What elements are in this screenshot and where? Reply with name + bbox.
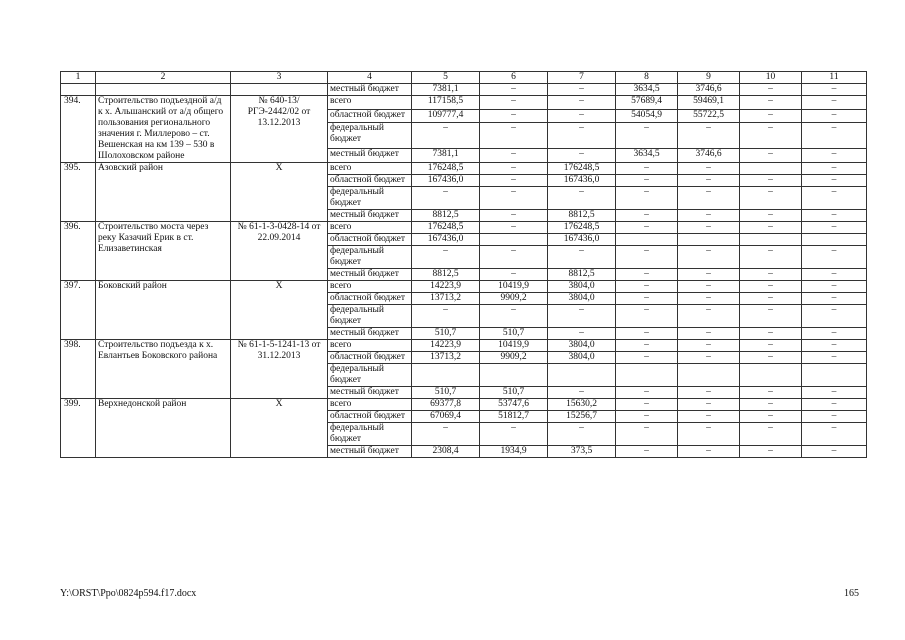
footer-file-path: Y:\ORST\Ppo\0824p594.f17.docx	[60, 588, 197, 599]
budget-table	[60, 71, 867, 458]
amount-cell: –	[678, 281, 740, 293]
column-header: 7	[548, 72, 616, 84]
amount-cell: 13713,2	[412, 293, 480, 305]
funding-source: областной бюджет	[328, 293, 412, 305]
column-header: 3	[231, 72, 328, 84]
amount-cell: –	[480, 96, 548, 110]
amount-cell: 8812,5	[412, 269, 480, 281]
amount-cell: –	[616, 210, 678, 222]
amount-cell: –	[548, 149, 616, 163]
funding-source: областной бюджет	[328, 411, 412, 423]
amount-cell: 53747,6	[480, 399, 548, 411]
amount-cell: –	[802, 187, 867, 210]
funding-source: всего	[328, 163, 412, 175]
column-header: 1	[61, 72, 96, 84]
object-name	[96, 84, 231, 96]
amount-cell: –	[802, 399, 867, 411]
amount-cell: –	[740, 222, 802, 234]
amount-cell: 373,5	[548, 446, 616, 458]
amount-cell: –	[740, 281, 802, 293]
amount-cell: –	[412, 246, 480, 269]
amount-cell: 510,7	[480, 328, 548, 340]
amount-cell: 9909,2	[480, 293, 548, 305]
row-number	[61, 84, 96, 96]
funding-source: областной бюджет	[328, 234, 412, 246]
amount-cell: –	[802, 109, 867, 123]
amount-cell: –	[616, 411, 678, 423]
amount-cell: 3804,0	[548, 340, 616, 352]
amount-cell: –	[412, 123, 480, 149]
funding-source: федеральный бюджет	[328, 305, 412, 328]
amount-cell: –	[678, 399, 740, 411]
document-ref: № 640-13/ РГЭ-2442/02 от 13.12.2013	[231, 96, 328, 163]
amount-cell: –	[740, 96, 802, 110]
amount-cell: 7381,1	[412, 84, 480, 96]
amount-cell: –	[616, 175, 678, 187]
amount-cell: –	[802, 293, 867, 305]
amount-cell: –	[480, 175, 548, 187]
object-name: Азовский район	[96, 163, 231, 222]
page-number: 165	[844, 588, 859, 599]
amount-cell: –	[678, 328, 740, 340]
document-ref: Х	[231, 163, 328, 222]
amount-cell: –	[740, 123, 802, 149]
amount-cell: –	[616, 399, 678, 411]
amount-cell: 167436,0	[412, 234, 480, 246]
amount-cell: 13713,2	[412, 352, 480, 364]
row-number: 399.	[61, 399, 96, 458]
amount-cell: 10419,9	[480, 281, 548, 293]
amount-cell: –	[740, 411, 802, 423]
amount-cell: –	[740, 328, 802, 340]
amount-cell: –	[616, 187, 678, 210]
amount-cell: –	[548, 84, 616, 96]
amount-cell: 176248,5	[548, 163, 616, 175]
amount-cell: –	[548, 387, 616, 399]
column-header: 10	[740, 72, 802, 84]
amount-cell: –	[802, 149, 867, 163]
object-name: Боковский район	[96, 281, 231, 340]
amount-cell: 117158,5	[412, 96, 480, 110]
amount-cell: –	[616, 340, 678, 352]
amount-cell: 69377,8	[412, 399, 480, 411]
funding-source: всего	[328, 222, 412, 234]
amount-cell: –	[616, 293, 678, 305]
amount-cell: –	[480, 109, 548, 123]
funding-source: областной бюджет	[328, 109, 412, 123]
amount-cell: 167436,0	[548, 175, 616, 187]
funding-source: местный бюджет	[328, 84, 412, 96]
document-ref	[231, 84, 328, 96]
table-row	[61, 84, 867, 96]
amount-cell: –	[616, 222, 678, 234]
amount-cell	[678, 364, 740, 387]
funding-source: местный бюджет	[328, 269, 412, 281]
amount-cell: –	[678, 222, 740, 234]
row-number: 395.	[61, 163, 96, 222]
amount-cell: –	[548, 246, 616, 269]
amount-cell: –	[678, 246, 740, 269]
amount-cell: –	[678, 163, 740, 175]
amount-cell: 2308,4	[412, 446, 480, 458]
funding-source: федеральный бюджет	[328, 246, 412, 269]
amount-cell: –	[740, 149, 802, 163]
row-number: 394.	[61, 96, 96, 163]
object-name: Строительство подъезда к х. Евлантьев Боковского района	[96, 340, 231, 399]
amount-cell: –	[678, 175, 740, 187]
amount-cell: –	[802, 352, 867, 364]
amount-cell: –	[480, 269, 548, 281]
amount-cell: –	[802, 123, 867, 149]
amount-cell: –	[740, 352, 802, 364]
amount-cell: –	[802, 210, 867, 222]
table-row	[61, 96, 867, 110]
funding-source: местный бюджет	[328, 149, 412, 163]
amount-cell: 14223,9	[412, 340, 480, 352]
amount-cell: 3804,0	[548, 352, 616, 364]
amount-cell: 3746,6	[678, 149, 740, 163]
amount-cell: –	[802, 175, 867, 187]
table-row	[61, 222, 867, 234]
amount-cell: –	[740, 293, 802, 305]
amount-cell	[616, 234, 678, 246]
amount-cell: –	[616, 246, 678, 269]
amount-cell: –	[802, 423, 867, 446]
amount-cell: –	[480, 187, 548, 210]
amount-cell: 510,7	[480, 387, 548, 399]
amount-cell: –	[802, 387, 867, 399]
funding-source: местный бюджет	[328, 446, 412, 458]
funding-source: всего	[328, 281, 412, 293]
amount-cell: –	[616, 352, 678, 364]
amount-cell: 10419,9	[480, 340, 548, 352]
amount-cell: –	[802, 446, 867, 458]
amount-cell	[740, 364, 802, 387]
amount-cell: 176248,5	[412, 222, 480, 234]
amount-cell: –	[678, 210, 740, 222]
amount-cell: 8812,5	[548, 269, 616, 281]
amount-cell: –	[548, 328, 616, 340]
amount-cell: –	[740, 175, 802, 187]
amount-cell: –	[740, 187, 802, 210]
amount-cell: –	[412, 187, 480, 210]
amount-cell: 176248,5	[548, 222, 616, 234]
amount-cell: –	[802, 96, 867, 110]
amount-cell: 3804,0	[548, 281, 616, 293]
amount-cell	[740, 234, 802, 246]
amount-cell: 14223,9	[412, 281, 480, 293]
column-header: 8	[616, 72, 678, 84]
amount-cell: –	[616, 305, 678, 328]
amount-cell	[480, 234, 548, 246]
amount-cell: –	[678, 352, 740, 364]
amount-cell: –	[616, 328, 678, 340]
amount-cell: –	[802, 84, 867, 96]
amount-cell: –	[412, 423, 480, 446]
row-number: 398.	[61, 340, 96, 399]
amount-cell: –	[616, 269, 678, 281]
amount-cell: 109777,4	[412, 109, 480, 123]
table-row	[61, 281, 867, 293]
amount-cell: –	[412, 305, 480, 328]
amount-cell: –	[548, 109, 616, 123]
amount-cell: 510,7	[412, 387, 480, 399]
amount-cell: 167436,0	[548, 234, 616, 246]
amount-cell	[616, 364, 678, 387]
amount-cell: 15256,7	[548, 411, 616, 423]
amount-cell	[412, 364, 480, 387]
amount-cell: –	[802, 411, 867, 423]
amount-cell: –	[740, 446, 802, 458]
amount-cell: –	[802, 269, 867, 281]
amount-cell: –	[678, 187, 740, 210]
table-row	[61, 163, 867, 175]
amount-cell: –	[678, 411, 740, 423]
funding-source: местный бюджет	[328, 328, 412, 340]
amount-cell: 15630,2	[548, 399, 616, 411]
amount-cell	[802, 364, 867, 387]
funding-source: федеральный бюджет	[328, 187, 412, 210]
amount-cell: –	[616, 123, 678, 149]
amount-cell: 67069,4	[412, 411, 480, 423]
document-ref: Х	[231, 281, 328, 340]
funding-source: федеральный бюджет	[328, 123, 412, 149]
amount-cell: –	[548, 305, 616, 328]
amount-cell: 51812,7	[480, 411, 548, 423]
amount-cell: –	[802, 246, 867, 269]
funding-source: всего	[328, 399, 412, 411]
amount-cell: –	[616, 281, 678, 293]
amount-cell: –	[480, 246, 548, 269]
amount-cell: 510,7	[412, 328, 480, 340]
amount-cell: –	[678, 446, 740, 458]
column-header: 6	[480, 72, 548, 84]
amount-cell: –	[802, 305, 867, 328]
amount-cell: –	[616, 163, 678, 175]
amount-cell: 3634,5	[616, 149, 678, 163]
amount-cell: 59469,1	[678, 96, 740, 110]
amount-cell: –	[740, 269, 802, 281]
amount-cell: –	[740, 210, 802, 222]
amount-cell: –	[678, 423, 740, 446]
amount-cell	[548, 364, 616, 387]
funding-source: всего	[328, 96, 412, 110]
amount-cell: –	[802, 281, 867, 293]
amount-cell: 54054,9	[616, 109, 678, 123]
amount-cell: –	[802, 328, 867, 340]
amount-cell: –	[678, 340, 740, 352]
object-name: Строительство подъездной а/д к х. Альшанский от а/д общего пользования регионального значения г. Миллерово – ст. Вешенская на км 139 – 530 в Шолоховском районе	[96, 96, 231, 163]
amount-cell: –	[740, 399, 802, 411]
amount-cell: 9909,2	[480, 352, 548, 364]
amount-cell: –	[480, 423, 548, 446]
amount-cell: –	[480, 123, 548, 149]
amount-cell: –	[548, 123, 616, 149]
amount-cell: –	[548, 187, 616, 210]
amount-cell: –	[740, 423, 802, 446]
amount-cell	[740, 163, 802, 175]
amount-cell: –	[480, 305, 548, 328]
amount-cell: –	[740, 340, 802, 352]
amount-cell: –	[480, 210, 548, 222]
amount-cell: –	[740, 387, 802, 399]
column-header: 4	[328, 72, 412, 84]
row-number: 397.	[61, 281, 96, 340]
column-header: 9	[678, 72, 740, 84]
funding-source: всего	[328, 340, 412, 352]
column-header: 5	[412, 72, 480, 84]
amount-cell: 8812,5	[548, 210, 616, 222]
column-header: 2	[96, 72, 231, 84]
amount-cell: 176248,5	[412, 163, 480, 175]
table-row	[61, 399, 867, 411]
amount-cell: 7381,1	[412, 149, 480, 163]
document-ref: № 61-1-3-0428-14 от 22.09.2014	[231, 222, 328, 281]
table-body	[61, 84, 867, 458]
amount-cell: 3804,0	[548, 293, 616, 305]
amount-cell: –	[678, 387, 740, 399]
amount-cell: –	[480, 222, 548, 234]
object-name: Верхнедонской район	[96, 399, 231, 458]
document-ref: № 61-1-5-1241-13 от 31.12.2013	[231, 340, 328, 399]
amount-cell: 55722,5	[678, 109, 740, 123]
amount-cell: –	[740, 84, 802, 96]
funding-source: областной бюджет	[328, 352, 412, 364]
amount-cell: –	[740, 109, 802, 123]
amount-cell: –	[678, 305, 740, 328]
table-row	[61, 340, 867, 352]
amount-cell: –	[678, 293, 740, 305]
column-header: 11	[802, 72, 867, 84]
amount-cell	[802, 234, 867, 246]
amount-cell: 1934,9	[480, 446, 548, 458]
amount-cell: –	[480, 84, 548, 96]
funding-source: местный бюджет	[328, 210, 412, 222]
amount-cell: 3746,6	[678, 84, 740, 96]
amount-cell: 167436,0	[412, 175, 480, 187]
object-name: Строительство моста через реку Казачий Ерик в ст. Елизаветинская	[96, 222, 231, 281]
funding-source: федеральный бюджет	[328, 364, 412, 387]
funding-source: федеральный бюджет	[328, 423, 412, 446]
amount-cell: –	[548, 96, 616, 110]
funding-source: областной бюджет	[328, 175, 412, 187]
amount-cell: –	[616, 446, 678, 458]
amount-cell: –	[802, 163, 867, 175]
amount-cell: –	[802, 222, 867, 234]
amount-cell: 3634,5	[616, 84, 678, 96]
funding-source: местный бюджет	[328, 387, 412, 399]
amount-cell: –	[678, 269, 740, 281]
amount-cell: –	[548, 423, 616, 446]
amount-cell: –	[740, 246, 802, 269]
amount-cell: 57689,4	[616, 96, 678, 110]
header-row	[61, 72, 867, 84]
amount-cell: –	[740, 305, 802, 328]
amount-cell: –	[802, 340, 867, 352]
amount-cell: –	[616, 423, 678, 446]
amount-cell: –	[678, 123, 740, 149]
amount-cell	[678, 234, 740, 246]
amount-cell	[480, 364, 548, 387]
amount-cell: –	[480, 149, 548, 163]
document-ref: Х	[231, 399, 328, 458]
amount-cell: –	[480, 163, 548, 175]
row-number: 396.	[61, 222, 96, 281]
amount-cell: –	[616, 387, 678, 399]
amount-cell: 8812,5	[412, 210, 480, 222]
